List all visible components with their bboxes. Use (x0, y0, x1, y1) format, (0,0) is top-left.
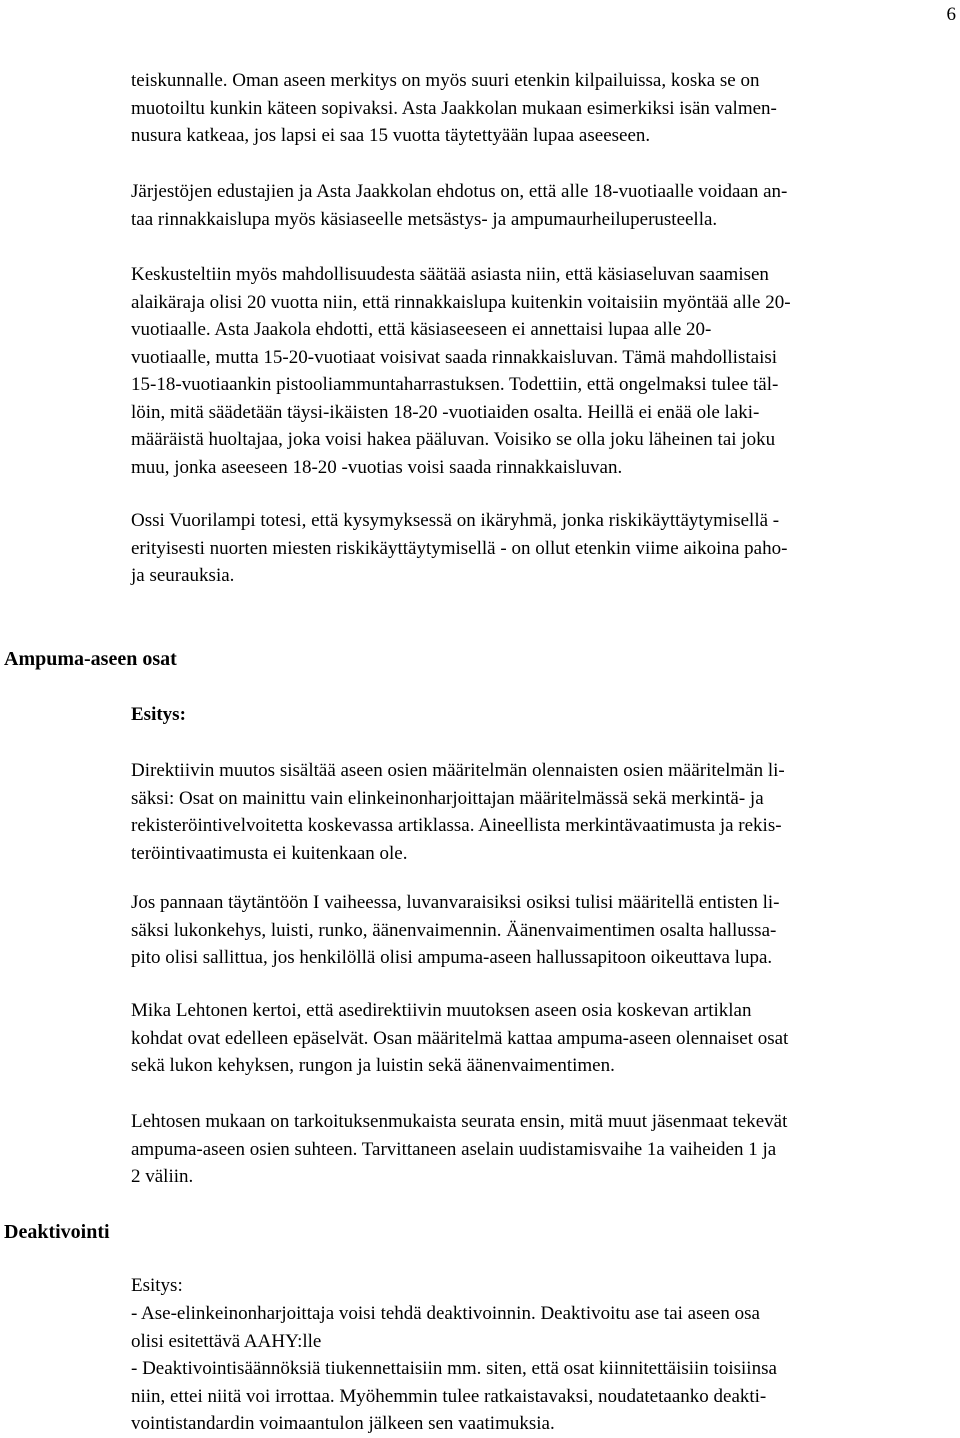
paragraph-implementation (131, 889, 957, 972)
paragraph-deactivation-proposal (131, 1300, 957, 1438)
text-line: Mika Lehtonen kertoi, että asedirektiivin muutoksen aseen osia koskevan artiklan (131, 1000, 752, 1021)
paragraph-lehtonen-follow-up (131, 1108, 957, 1191)
proposal-label: Esitys: (131, 1275, 183, 1296)
section-heading-ampuma-aseen-osat: Ampuma-aseen osat (4, 648, 177, 670)
text-line: Direktiivin muutos sisältää aseen osien määritelmän olennaisten osien määritelmän li- (131, 760, 785, 781)
text-line: - Deaktivointisäännöksiä tiukennettaisiin mm. siten, että osat kiinnitettäisiin toisiinsa (131, 1358, 777, 1379)
text-line: erityisesti nuorten miesten riskikäyttäytymisellä - on ollut etenkin viime aikoina paho- (131, 537, 788, 559)
page-number: 6 (946, 4, 956, 25)
paragraph-gun-ownership (131, 67, 957, 150)
text-line: olisi esitettävä AAHY:lle (131, 1330, 322, 1352)
text-line: ja seurauksia. (131, 565, 235, 586)
text-line: rekisteröintivelvoitetta koskevassa artiklassa. Aineellista merkintävaatimusta ja rekis- (131, 815, 782, 836)
text-line: alaikäraja olisi 20 vuotta niin, että rinnakkaislupa kuitenkin voitaisiin myöntää alle 20- (131, 291, 791, 313)
text-line: pito olisi sallittua, jos henkilöllä olisi ampuma-aseen hallussapitoon oikeuttava lupa. (131, 947, 773, 968)
text-line: 2 väliin. (131, 1166, 194, 1187)
paragraph-lehtonen (131, 997, 957, 1080)
text-line: löin, mitä säädetään täysi-ikäisten 18-20 -vuotiaiden osalta. Heillä ei enää ole laki- (131, 401, 760, 423)
text-line: kohdat ovat edelleen epäselvät. Osan määritelmä kattaa ampuma-aseen olennaiset osat (131, 1027, 789, 1049)
text-line: Keskusteltiin myös mahdollisuudesta säätää asiasta niin, että käsiaseluvan saamisen (131, 264, 769, 285)
text-line: säksi lukonkehys, luisti, runko, äänenvaimennin. Äänenvaimentimen osalta hallussa- (131, 919, 777, 941)
text-line: Ossi Vuorilampi totesi, että kysymyksessä on ikäryhmä, jonka riskikäyttäytymisellä - (131, 510, 780, 531)
text-line: Järjestöjen edustajien ja Asta Jaakkolan ehdotus on, että alle 18-vuotiaalle voidaan an- (131, 181, 788, 202)
text-line: määräistä huoltajaa, joka voisi hakea pääluvan. Voisiko se olla joku läheinen tai joku (131, 429, 776, 450)
text-line: - Ase-elinkeinonharjoittaja voisi tehdä deaktivoinnin. Deaktivoitu ase tai aseen osa (131, 1303, 760, 1324)
text-line: vointistandardin voimaantulon jälkeen sen vaatimuksia. (131, 1413, 555, 1434)
text-line: vuotiaalle. Asta Jaakola ehdotti, että käsiaseeseen ei annettaisi lupaa alle 20- (131, 319, 712, 340)
text-line: Lehtosen mukaan on tarkoituksenmukaista seurata ensin, mitä muut jäsenmaat tekevät (131, 1111, 788, 1132)
text-line: sekä lukon kehyksen, rungon ja luistin sekä äänenvaimentimen. (131, 1055, 615, 1076)
paragraph-age-limit-discussion (131, 261, 957, 481)
text-line: taa rinnakkaislupa myös käsiaseelle metsästys- ja ampumaurheiluperusteella. (131, 208, 718, 230)
paragraph-vuorilampi (131, 507, 957, 590)
paragraph-directive-change (131, 757, 957, 867)
text-line: teiskunnalle. Oman aseen merkitys on myös suuri etenkin kilpailuissa, koska se on (131, 70, 760, 91)
section-heading-deaktivointi: Deaktivointi (4, 1221, 110, 1243)
paragraph-organisations-proposal (131, 178, 957, 233)
text-line: säksi: Osat on mainittu vain elinkeinonharjoittajan määritelmässä sekä merkintä- ja (131, 787, 764, 809)
text-line: nusura katkeaa, jos lapsi ei saa 15 vuotta täytettyään lupaa aseeseen. (131, 125, 651, 146)
text-line: 15-18-vuotiaankin pistooliammuntaharrastuksen. Todettiin, että ongelmaksi tulee täl- (131, 374, 779, 395)
text-line: muotoiltu kunkin käteen sopivaksi. Asta Jaakkolan mukaan esimerkiksi isän valmen- (131, 97, 777, 119)
text-line: muu, jonka aseeseen 18-20 -vuotias voisi saada rinnakkaisluvan. (131, 456, 623, 478)
text-line: teröintivaatimusta ei kuitenkaan ole. (131, 842, 408, 864)
text-line: Jos pannaan täytäntöön I vaiheessa, luvanvaraisiksi osiksi tulisi määritellä entisten li- (131, 892, 780, 913)
proposal-label: Esitys: (131, 704, 186, 725)
text-line: vuotiaalle, mutta 15-20-vuotiaat voisivat saada rinnakkaisluvan. Tämä mahdollistaisi (131, 346, 778, 368)
text-line: ampuma-aseen osien suhteen. Tarvittaneen aselain uudistamisvaihe 1a vaiheiden 1 ja (131, 1138, 777, 1160)
text-line: niin, ettei niitä voi irrottaa. Myöhemmin tulee ratkaistavaksi, noudatetaanko deakti- (131, 1385, 767, 1407)
